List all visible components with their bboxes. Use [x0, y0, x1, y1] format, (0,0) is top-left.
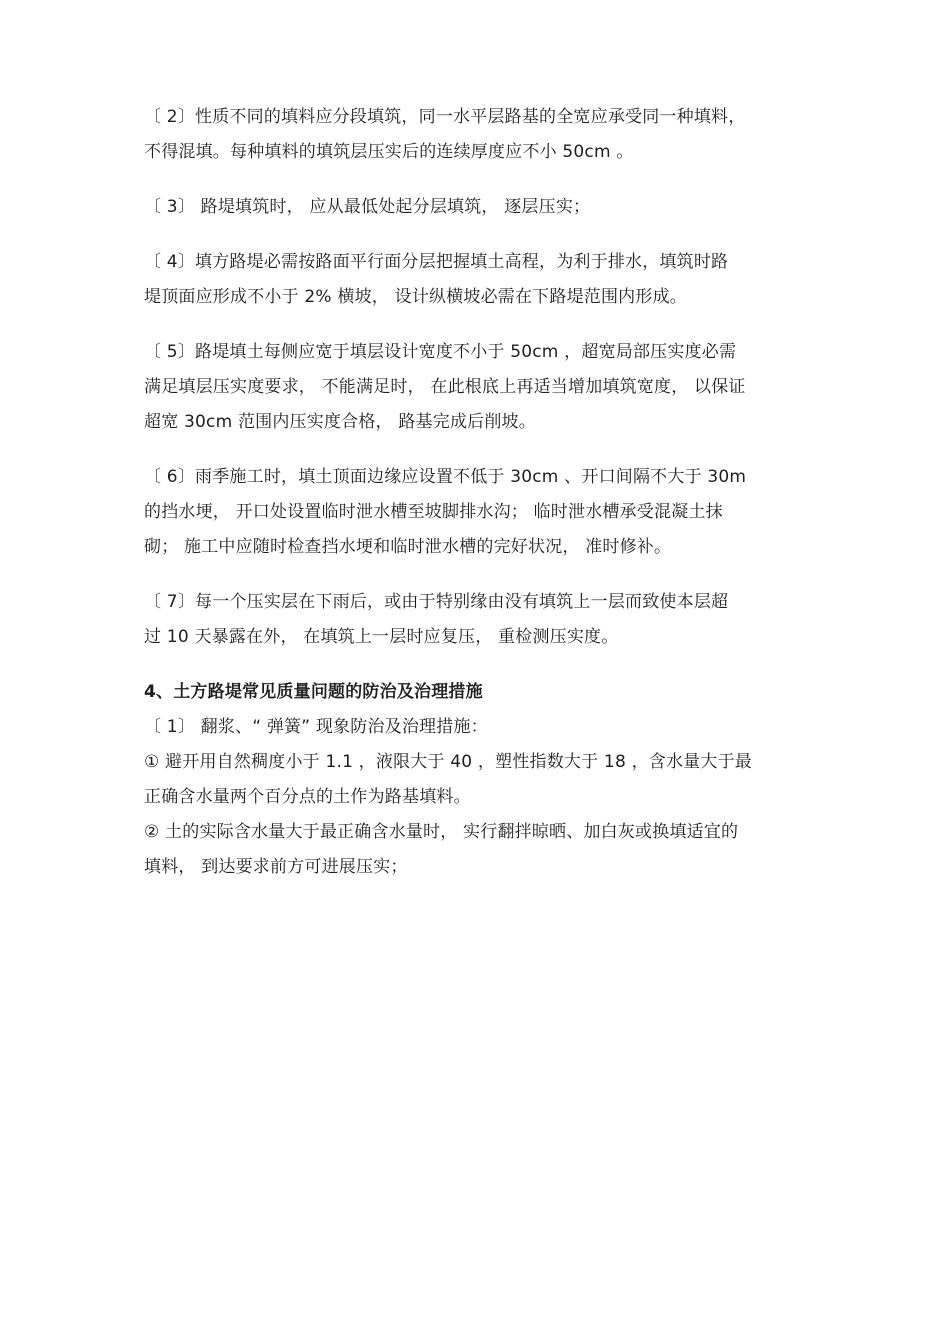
point-2-paragraph — [144, 815, 814, 885]
item-5-line-3: 超宽 30cm 范围内压实度合格， 路基完成后削坡。 — [144, 412, 536, 432]
item-5-line-2: 满足填层压实度要求， 不能满足时， 在此根底上再适当增加填筑宽度， 以保证 — [144, 377, 746, 397]
section-4-heading: 4、土方路堤常见质量问题的防治及治理措施 — [144, 682, 483, 702]
point-2-line-1: ② 土的实际含水量大于最正确含水量时， 实行翻拌晾晒、加白灰或换填适宜的 — [144, 822, 739, 842]
point-1-line-1: ① 避开用自然稠度小于 1.1 ，液限大于 40 ，塑性指数大于 18 ，含水量大于最 — [144, 752, 752, 772]
item-4-line-2: 堤顶面应形成不小于 2% 横坡， 设计纵横坡必需在下路堤范围内形成。 — [144, 287, 687, 307]
sub-item-1 — [144, 710, 814, 745]
document-page — [144, 100, 814, 885]
item-5-paragraph — [144, 335, 814, 440]
item-3-paragraph — [144, 190, 814, 225]
sub-item-1-line: 〔 1〕 翻浆、“ 弹簧” 现象防治及治理措施： — [144, 717, 488, 737]
item-6-line-2: 的挡水埂， 开口处设置临时泄水槽至坡脚排水沟； 临时泄水槽承受混凝土抹 — [144, 502, 723, 522]
item-3-line-1: 〔 3〕 路堤填筑时， 应从最低处起分层填筑， 逐层压实； — [144, 197, 591, 217]
point-1-paragraph — [144, 745, 814, 815]
item-7-line-1: 〔 7〕每一个压实层在下雨后，或由于特别缘由没有填筑上一层而致使本层超 — [144, 592, 729, 612]
item-6-line-3: 砌； 施工中应随时检查挡水埂和临时泄水槽的完好状况， 准时修补。 — [144, 537, 672, 557]
item-7-paragraph — [144, 585, 814, 655]
item-4-line-1: 〔 4〕填方路堤必需按路面平行面分层把握填土高程，为利于排水，填筑时路 — [144, 252, 729, 272]
point-1-line-2: 正确含水量两个百分点的土作为路基填料。 — [144, 787, 471, 807]
point-2-line-2: 填料， 到达要求前方可进展压实； — [144, 857, 408, 877]
item-6-paragraph — [144, 460, 814, 565]
item-4-paragraph — [144, 245, 814, 315]
item-6-line-1: 〔 6〕雨季施工时，填土顶面边缘应设置不低于 30cm 、开口间隔不大于 30m — [144, 467, 747, 487]
item-5-line-1: 〔 5〕路堤填土每侧应宽于填层设计宽度不小于 50cm ，超宽局部压实度必需 — [144, 342, 737, 362]
item-2-line-2: 不得混填。每种填料的填筑层压实后的连续厚度应不小 50cm 。 — [144, 142, 634, 162]
item-2-line-1: 〔 2〕性质不同的填料应分段填筑，同一水平层路基的全宽应承受同一种填料， — [144, 107, 746, 127]
item-2-paragraph — [144, 100, 814, 170]
item-7-line-2: 过 10 天暴露在外， 在填筑上一层时应复压， 重检测压实度。 — [144, 627, 619, 647]
